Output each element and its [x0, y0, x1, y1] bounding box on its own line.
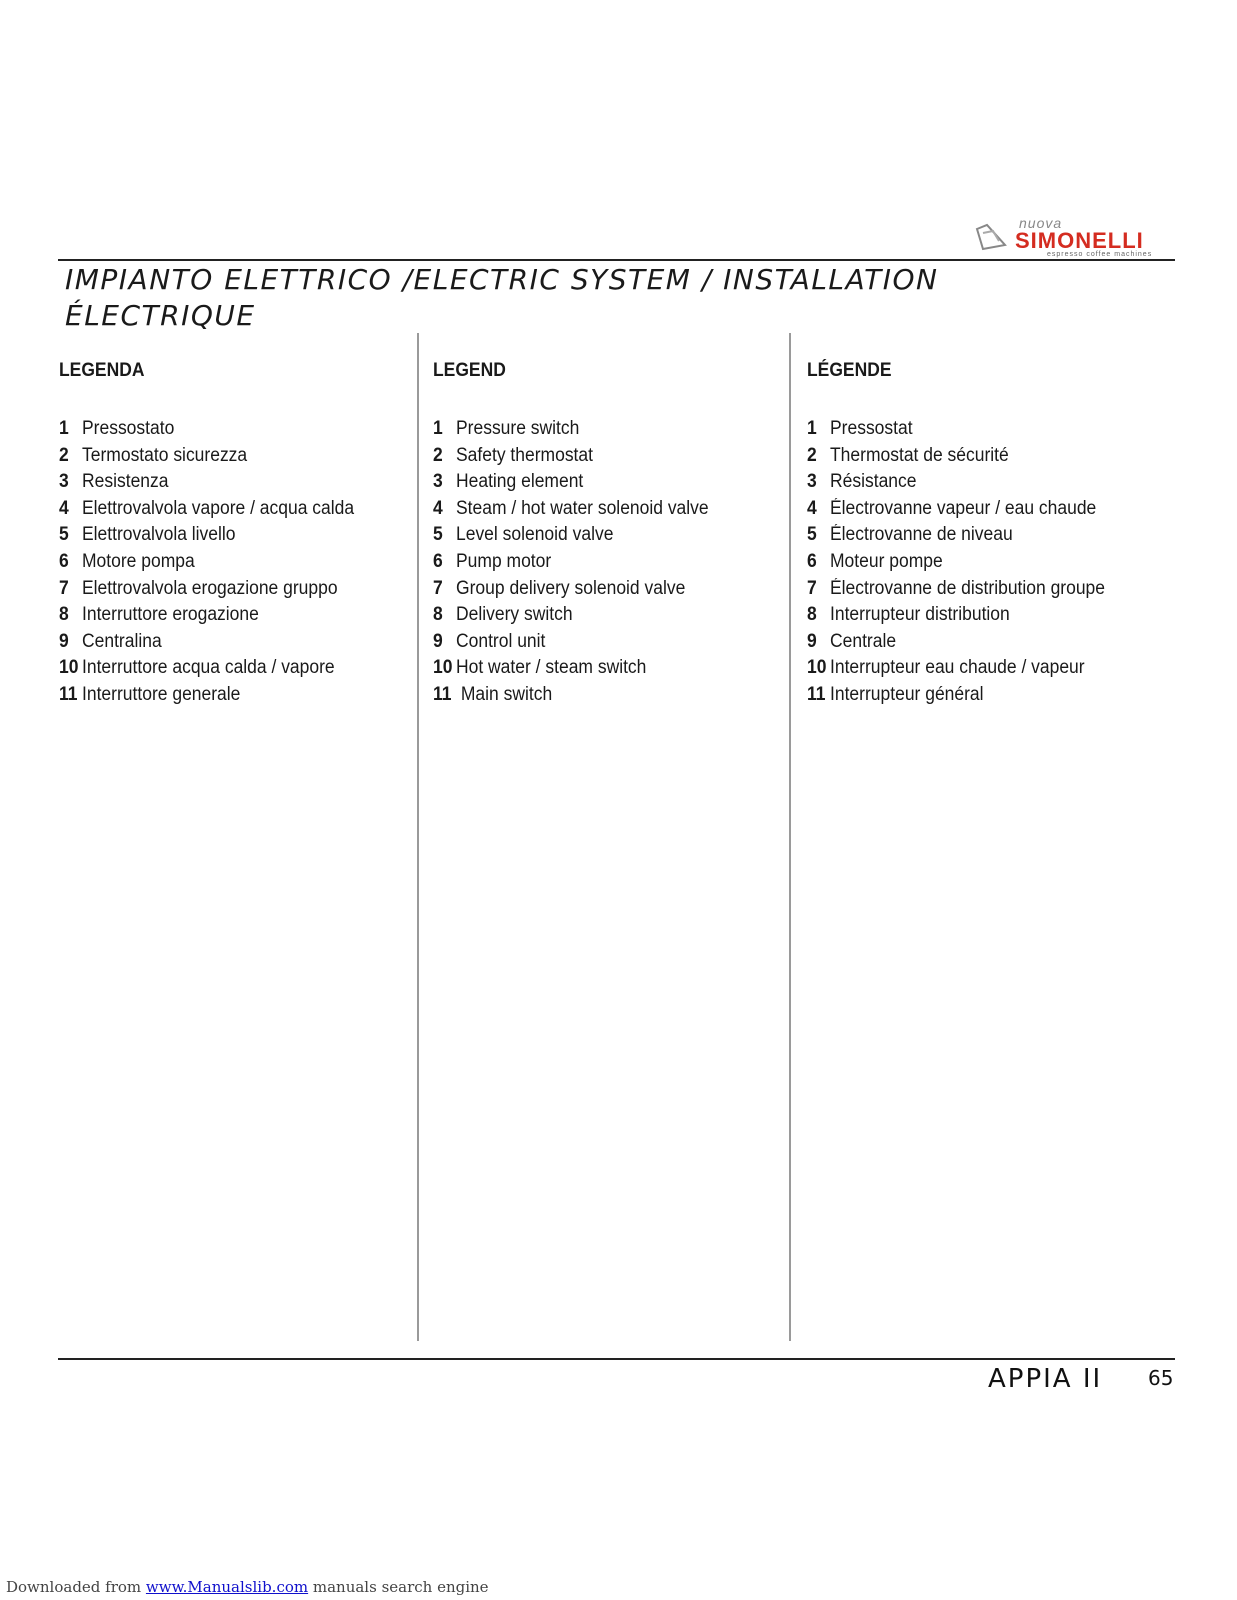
item-number: 3 — [807, 471, 817, 493]
item-number: 6 — [807, 550, 817, 572]
legend-item — [433, 496, 764, 523]
item-text: Pressostat — [830, 418, 913, 439]
item-text: Électrovanne vapeur / eau chaude — [830, 497, 1097, 519]
legend-item — [433, 416, 764, 443]
item-text: Heating element — [456, 471, 584, 493]
item-text: Centralina — [82, 630, 162, 652]
item-number: 6 — [59, 550, 69, 572]
item-text: Pump motor — [456, 550, 552, 572]
legend-heading: LEGEND — [433, 360, 506, 381]
item-number: 4 — [807, 497, 817, 519]
legend-item — [807, 682, 1138, 709]
bottom-divider — [58, 1358, 1175, 1360]
item-text: Hot water / steam switch — [456, 657, 647, 679]
legend-heading: LÉGENDE — [807, 360, 892, 381]
item-number: 8 — [807, 604, 817, 626]
download-suffix: manuals search engine — [308, 1578, 489, 1596]
item-number: 7 — [433, 577, 443, 599]
legend-heading: LEGENDA — [59, 360, 145, 381]
item-number: 9 — [59, 630, 69, 652]
item-text: Elettrovalvola vapore / acqua calda — [82, 497, 355, 519]
item-number: 9 — [433, 630, 443, 652]
legend-item — [433, 443, 764, 470]
legend-item — [433, 469, 764, 496]
item-number: 11 — [433, 683, 452, 705]
item-text: Interrupteur eau chaude / vapeur — [830, 657, 1085, 679]
item-text: Safety thermostat — [456, 444, 593, 466]
page-title — [65, 262, 1065, 334]
item-number: 10 — [433, 657, 453, 679]
logo-brand-text: SIMONELLI — [1015, 228, 1144, 253]
item-number: 11 — [807, 683, 826, 705]
item-number: 5 — [807, 524, 817, 546]
item-number: 8 — [433, 604, 443, 626]
legend-item — [59, 602, 390, 629]
legend-column-english — [433, 360, 793, 709]
item-text: Interruttore acqua calda / vapore — [82, 657, 335, 679]
simonelli-logo — [975, 215, 1185, 259]
item-number: 1 — [433, 418, 443, 439]
legend-item — [807, 496, 1138, 523]
download-prefix: Downloaded from — [6, 1578, 146, 1596]
item-number: 11 — [59, 683, 78, 705]
legend-item — [433, 655, 764, 682]
legend-item — [807, 629, 1138, 656]
legend-list — [807, 416, 1167, 709]
item-number: 4 — [433, 497, 443, 519]
legend-item — [807, 469, 1138, 496]
item-text: Interrupteur général — [830, 683, 984, 705]
item-text: Électrovanne de niveau — [830, 524, 1013, 546]
legend-column-italian — [59, 360, 419, 709]
item-number: 7 — [807, 577, 817, 599]
manualslib-link[interactable]: www.Manualslib.com — [145, 1578, 309, 1596]
item-text: Interruttore erogazione — [82, 604, 259, 626]
top-divider — [58, 259, 1175, 261]
item-text: Resistenza — [82, 471, 169, 493]
item-number: 2 — [807, 444, 817, 466]
legend-item — [59, 416, 390, 443]
item-number: 8 — [59, 604, 69, 626]
item-number: 2 — [59, 444, 69, 466]
legend-item — [59, 655, 390, 682]
page-number: 65 — [1148, 1366, 1174, 1390]
page-title-line2: ÉLECTRIQUE — [65, 299, 256, 332]
item-text: Interrupteur distribution — [830, 604, 1010, 626]
legend-item — [59, 576, 390, 603]
simonelli-logo-icon — [975, 221, 1009, 251]
legend-item — [807, 549, 1138, 576]
item-number: 9 — [807, 630, 817, 652]
item-text: Group delivery solenoid valve — [456, 577, 686, 599]
item-text: Steam / hot water solenoid valve — [456, 497, 709, 519]
item-text: Motore pompa — [82, 550, 195, 572]
item-number: 3 — [59, 471, 69, 493]
item-text: Elettrovalvola livello — [82, 524, 236, 546]
item-text: Pressure switch — [456, 418, 580, 439]
item-number: 1 — [59, 418, 69, 439]
legend-item — [433, 549, 764, 576]
item-text: Level solenoid valve — [456, 524, 614, 546]
item-number: 10 — [807, 657, 827, 679]
legend-item — [433, 522, 764, 549]
item-number: 2 — [433, 444, 443, 466]
legend-item — [59, 629, 390, 656]
item-text: Main switch — [456, 683, 553, 705]
item-number: 10 — [59, 657, 79, 679]
legend-item — [433, 576, 764, 603]
item-text: Résistance — [830, 471, 917, 493]
legend-item — [59, 549, 390, 576]
item-number: 1 — [807, 418, 817, 439]
item-number: 5 — [433, 524, 443, 546]
logo-tagline: espresso coffee machines — [1047, 251, 1153, 258]
legend-list — [59, 416, 419, 709]
item-number: 7 — [59, 577, 69, 599]
legend-item — [59, 496, 390, 523]
download-notice — [6, 1578, 489, 1596]
legend-item — [59, 469, 390, 496]
legend-list — [433, 416, 793, 709]
page-title-line1: IMPIANTO ELETTRICO /ELECTRIC SYSTEM / INSTALLATION — [65, 263, 939, 296]
legend-item — [807, 443, 1138, 470]
legend-item — [807, 416, 1138, 443]
item-number: 3 — [433, 471, 443, 493]
item-number: 4 — [59, 497, 69, 519]
item-number: 6 — [433, 550, 443, 572]
item-text: Thermostat de sécurité — [830, 444, 1009, 466]
legend-item — [807, 522, 1138, 549]
item-text: Électrovanne de distribution groupe — [830, 577, 1106, 599]
legend-item — [59, 522, 390, 549]
legend-item — [59, 443, 390, 470]
item-text: Moteur pompe — [830, 550, 943, 572]
item-text: Delivery switch — [456, 604, 573, 626]
legend-item — [59, 682, 390, 709]
legend-column-french — [807, 360, 1167, 709]
appia-logo: APPIA II — [988, 1364, 1103, 1394]
item-number: 5 — [59, 524, 69, 546]
item-text: Centrale — [830, 630, 897, 652]
legend-item — [433, 602, 764, 629]
item-text: Control unit — [456, 630, 546, 652]
legend-item — [807, 576, 1138, 603]
legend-item — [807, 655, 1138, 682]
legend-item — [807, 602, 1138, 629]
item-text: Interruttore generale — [82, 683, 241, 705]
item-text: Elettrovalvola erogazione gruppo — [82, 577, 338, 599]
logo-small-text: nuova — [1019, 215, 1063, 231]
legend-item — [433, 682, 764, 709]
legend-item — [433, 629, 764, 656]
item-text: Pressostato — [82, 418, 175, 439]
item-text: Termostato sicurezza — [82, 444, 248, 466]
